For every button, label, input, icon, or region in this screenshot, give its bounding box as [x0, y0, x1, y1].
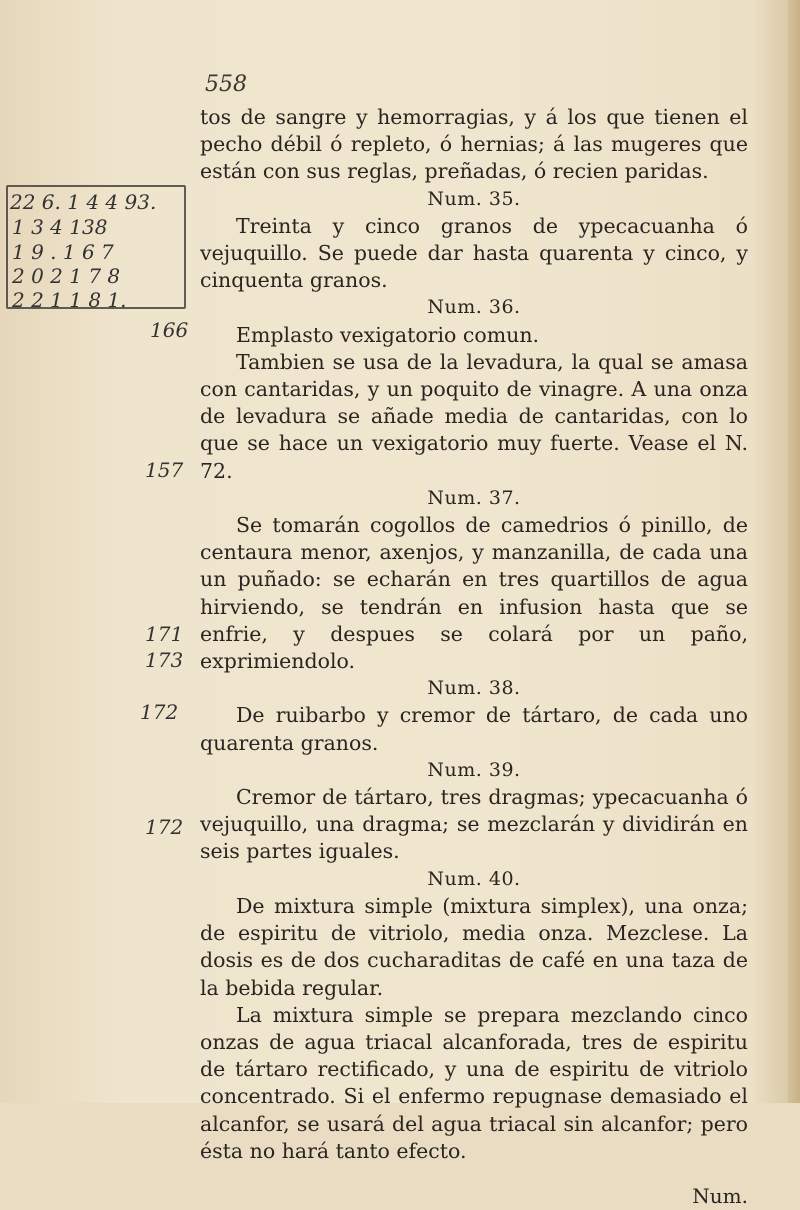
paragraph: Se tomarán cogollos de camedrios ó pinillo, de centaura menor, axenjos, y manzanilla, de cada una un puñado: se echarán en tres quartillos de agua hirviendo, se tendrán en infusion hasta que se enfrie, y despues se colará por un paño, exprimiendolo. [200, 513, 748, 674]
margin-note: 2 2 1 1 8 1. [12, 288, 127, 312]
paragraph: De mixtura simple (mixtura simplex), una onza; de espiritu de vitriolo, media onza. Mezclese. La dosis es de dos cucharaditas de café en una taza de la bebida regular. [200, 893, 748, 1000]
margin-note: 171 [145, 622, 184, 646]
margin-note: 166 [150, 318, 189, 342]
handwritten-margin-notes [0, 0, 200, 1103]
paragraph: tos de sangre y hemorragias, y á los que tienen el pecho débil ó repleto, ó hernias; á las mugeres que están con sus reglas, preñadas, ó recien paridas. [200, 105, 748, 184]
paragraph: Emplasto vexigatorio comun. [236, 322, 540, 347]
margin-note: 157 [145, 458, 184, 482]
margin-note: 22 6. 1 4 4 93. [10, 190, 157, 214]
paragraph: Cremor de tártaro, tres dragmas; ypecacuanha ó vejuquillo, una dragma; se mezclarán y dividirán en seis partes iguales. [200, 785, 748, 864]
page-number: 558 [205, 72, 247, 97]
margin-note: 172 [140, 700, 179, 724]
paragraph: La mixtura simple se prepara mezclando cinco onzas de agua triacal alcanforada, tres de espiritu de tártaro rectificado, y una de espiritu de vitriolo concentrado. Si el enfermo repugnase demasiado el alcanfor, se usará del agua triacal sin alcanfor; pero ésta no hará tanto efecto. [200, 1002, 748, 1163]
section-number: Num. 38. [427, 677, 521, 700]
margin-note: 172 [145, 815, 184, 839]
page-body-text [200, 104, 748, 1210]
paragraph: Tambien se usa de la levadura, la qual se amasa con cantaridas, y un poquito de vinagre. A una onza de levadura se añade media de cantaridas, con lo que se hace un vexigatorio muy fuerte. Vease el N. 72. [200, 349, 748, 483]
section-number: Num. 39. [427, 758, 521, 781]
section-number: Num. 36. [427, 296, 521, 319]
margin-note: 2 0 2 1 7 8 [12, 264, 121, 288]
paragraph: Treinta y cinco granos de ypecacuanha ó vejuquillo. Se puede dar hasta quarenta y cinco, y cinquenta granos. [200, 213, 748, 293]
catchword: Num. [692, 1183, 748, 1208]
margin-note: 1 3 4 138 [12, 215, 108, 239]
section-number: Num. 35. [427, 187, 521, 210]
section-number: Num. 40. [427, 867, 521, 890]
paragraph: De ruibarbo y cremor de tártaro, de cada uno quarenta granos. [200, 703, 748, 755]
margin-note: 173 [145, 648, 184, 672]
margin-note: 1 9 . 1 6 7 [12, 240, 114, 264]
section-number: Num. 37. [427, 486, 521, 509]
page-edge [788, 0, 800, 1103]
